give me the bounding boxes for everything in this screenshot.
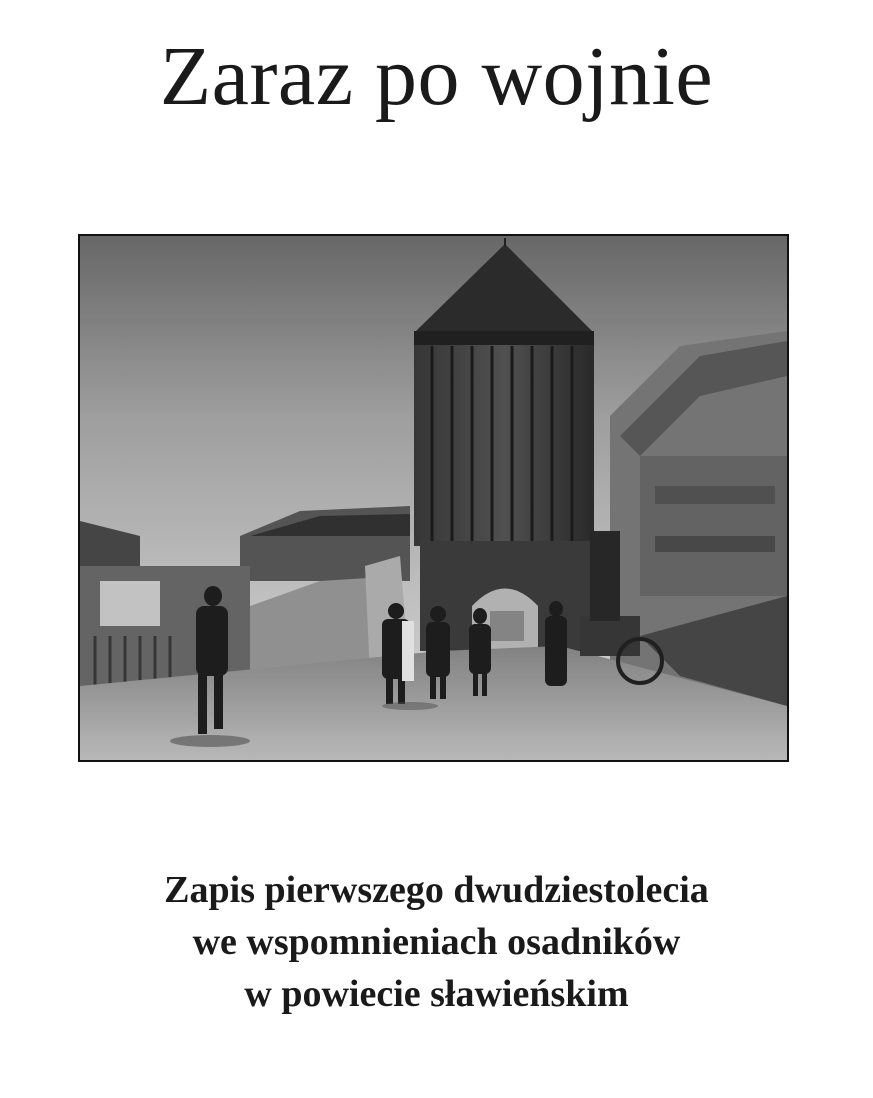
book-title: Zaraz po wojnie (159, 30, 714, 123)
subtitle-line-2: we wspomnieniach osadników (192, 921, 681, 963)
subtitle-line-3: w powiecie sławieńskim (244, 973, 629, 1015)
cover-photo (78, 234, 789, 762)
subtitle-line-1: Zapis pierwszego dwudziestolecia (164, 869, 709, 911)
book-subtitle (0, 864, 873, 1020)
gate-tower-photo (80, 236, 787, 760)
